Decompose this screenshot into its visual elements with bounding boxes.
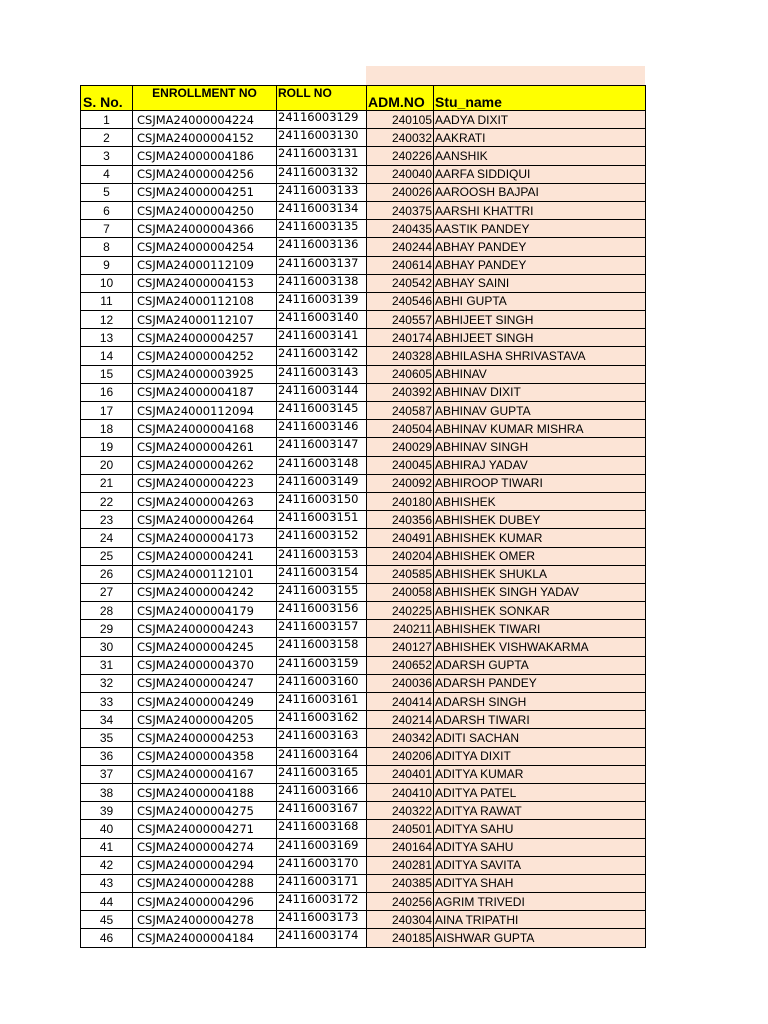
cell-sno[interactable]: 42	[81, 856, 133, 874]
cell-sno[interactable]: 45	[81, 911, 133, 929]
cell-sno[interactable]: 32	[81, 674, 133, 692]
cell-roll[interactable]: 24116003160	[277, 674, 367, 692]
cell-sno[interactable]: 30	[81, 638, 133, 656]
cell-roll[interactable]: 24116003166	[277, 783, 367, 801]
cell-roll[interactable]: 24116003162	[277, 711, 367, 729]
cell-sno[interactable]: 21	[81, 474, 133, 492]
cell-roll[interactable]: 24116003171	[277, 874, 367, 892]
cell-sno[interactable]: 31	[81, 656, 133, 674]
cell-adm[interactable]: 240058	[367, 583, 434, 601]
cell-enrollment[interactable]: CSJMA24000004296	[133, 893, 277, 911]
cell-roll[interactable]: 24116003141	[277, 329, 367, 347]
cell-adm[interactable]: 240204	[367, 547, 434, 565]
cell-enrollment[interactable]: CSJMA24000004288	[133, 874, 277, 892]
cell-adm[interactable]: 240164	[367, 838, 434, 856]
cell-enrollment[interactable]: CSJMA24000004168	[133, 420, 277, 438]
cell-sno[interactable]: 34	[81, 711, 133, 729]
cell-adm[interactable]: 240585	[367, 565, 434, 583]
cell-adm[interactable]: 240501	[367, 820, 434, 838]
cell-adm[interactable]: 240385	[367, 874, 434, 892]
table-row	[81, 347, 646, 365]
cell-adm[interactable]: 240504	[367, 420, 434, 438]
cell-enrollment[interactable]: CSJMA24000004167	[133, 765, 277, 783]
cell-roll[interactable]: 24116003135	[277, 220, 367, 238]
table-row	[81, 638, 646, 656]
table-row	[81, 383, 646, 401]
cell-adm[interactable]: 240045	[367, 456, 434, 474]
cell-enrollment[interactable]: CSJMA24000004223	[133, 474, 277, 492]
cell-adm[interactable]: 240304	[367, 911, 434, 929]
cell-enrollment[interactable]: CSJMA24000004251	[133, 183, 277, 201]
cell-sno[interactable]: 12	[81, 311, 133, 329]
cell-roll[interactable]: 24116003156	[277, 602, 367, 620]
cell-adm[interactable]: 240180	[367, 492, 434, 510]
cell-adm[interactable]: 240392	[367, 383, 434, 401]
table-row	[81, 838, 646, 856]
cell-sno[interactable]: 14	[81, 347, 133, 365]
student-table	[80, 85, 646, 948]
table-row	[81, 129, 646, 147]
table-row	[81, 547, 646, 565]
table-row	[81, 165, 646, 183]
cell-adm[interactable]: 240092	[367, 474, 434, 492]
cell-name[interactable]: ABHIROOP TIWARI	[434, 474, 646, 492]
cell-adm[interactable]: 240040	[367, 165, 434, 183]
cell-roll[interactable]: 24116003137	[277, 256, 367, 274]
table-row	[81, 529, 646, 547]
cell-enrollment[interactable]: CSJMA24000004358	[133, 747, 277, 765]
cell-name[interactable]: ABHISHEK KUMAR	[434, 529, 646, 547]
table-row	[81, 620, 646, 638]
cell-enrollment[interactable]: CSJMA24000004153	[133, 274, 277, 292]
cell-name[interactable]: ADITYA RAWAT	[434, 802, 646, 820]
cell-enrollment[interactable]: CSJMA24000004257	[133, 329, 277, 347]
cell-adm[interactable]: 240435	[367, 220, 434, 238]
cell-name[interactable]: ADITYA SHAH	[434, 874, 646, 892]
cell-adm[interactable]: 240414	[367, 693, 434, 711]
cell-enrollment[interactable]: CSJMA24000112101	[133, 565, 277, 583]
header-enrollment[interactable]: ENROLLMENT NO	[133, 86, 277, 111]
cell-enrollment[interactable]: CSJMA24000004250	[133, 201, 277, 219]
cell-enrollment[interactable]: CSJMA24000004252	[133, 347, 277, 365]
table-row	[81, 893, 646, 911]
cell-adm[interactable]: 240587	[367, 402, 434, 420]
cell-roll[interactable]: 24116003134	[277, 201, 367, 219]
cell-roll[interactable]: 24116003152	[277, 529, 367, 547]
cell-enrollment[interactable]: CSJMA24000112109	[133, 256, 277, 274]
cell-roll[interactable]: 24116003145	[277, 402, 367, 420]
table-row	[81, 911, 646, 929]
cell-roll[interactable]: 24116003167	[277, 802, 367, 820]
cell-enrollment[interactable]: CSJMA24000004205	[133, 711, 277, 729]
cell-name[interactable]: AINA TRIPATHI	[434, 911, 646, 929]
cell-roll[interactable]: 24116003148	[277, 456, 367, 474]
cell-name[interactable]: ABHISHEK VISHWAKARMA	[434, 638, 646, 656]
cell-roll[interactable]: 24116003139	[277, 292, 367, 310]
cell-sno[interactable]: 7	[81, 220, 133, 238]
cell-adm[interactable]: 240127	[367, 638, 434, 656]
table-row	[81, 147, 646, 165]
cell-enrollment[interactable]: CSJMA24000004241	[133, 547, 277, 565]
cell-roll[interactable]: 24116003165	[277, 765, 367, 783]
cell-sno[interactable]: 3	[81, 147, 133, 165]
table-row	[81, 602, 646, 620]
cell-name[interactable]: ABHISHEK	[434, 492, 646, 510]
cell-roll[interactable]: 24116003157	[277, 620, 367, 638]
cell-sno[interactable]: 10	[81, 274, 133, 292]
cell-enrollment[interactable]: CSJMA24000004370	[133, 656, 277, 674]
cell-name[interactable]: ADITYA PATEL	[434, 783, 646, 801]
cell-enrollment[interactable]: CSJMA24000004179	[133, 602, 277, 620]
cell-enrollment[interactable]: CSJMA24000004261	[133, 438, 277, 456]
table-row	[81, 674, 646, 692]
cell-sno[interactable]: 8	[81, 238, 133, 256]
table-row	[81, 492, 646, 510]
header-roll[interactable]: ROLL NO	[277, 86, 367, 111]
cell-name[interactable]: ADARSH GUPTA	[434, 656, 646, 674]
cell-roll[interactable]: 24116003138	[277, 274, 367, 292]
cell-enrollment[interactable]: CSJMA24000004366	[133, 220, 277, 238]
cell-name[interactable]: ABHIRAJ YADAV	[434, 456, 646, 474]
cell-name[interactable]: AGRIM TRIVEDI	[434, 893, 646, 911]
cell-adm[interactable]: 240244	[367, 238, 434, 256]
cell-roll[interactable]: 24116003174	[277, 929, 367, 947]
cell-adm[interactable]: 240328	[367, 347, 434, 365]
cell-adm[interactable]: 240401	[367, 765, 434, 783]
cell-name[interactable]: ABHILASHA SHRIVASTAVA	[434, 347, 646, 365]
cell-sno[interactable]: 17	[81, 402, 133, 420]
header-sno[interactable]: S. No.	[81, 86, 133, 111]
cell-enrollment[interactable]: CSJMA24000004274	[133, 838, 277, 856]
cell-sno[interactable]: 9	[81, 256, 133, 274]
cell-sno[interactable]: 13	[81, 329, 133, 347]
cell-adm[interactable]: 240026	[367, 183, 434, 201]
cell-name[interactable]: ABHINAV	[434, 365, 646, 383]
cell-roll[interactable]: 24116003172	[277, 893, 367, 911]
cell-adm[interactable]: 240185	[367, 929, 434, 947]
table-row	[81, 565, 646, 583]
cell-name[interactable]: ADITYA SAVITA	[434, 856, 646, 874]
table-row	[81, 329, 646, 347]
cell-name[interactable]: ABHISHEK OMER	[434, 547, 646, 565]
cell-enrollment[interactable]: CSJMA24000004254	[133, 238, 277, 256]
cell-enrollment[interactable]: CSJMA24000004243	[133, 620, 277, 638]
cell-name[interactable]: AADYA DIXIT	[434, 111, 646, 129]
cell-name[interactable]: ADARSH SINGH	[434, 693, 646, 711]
cell-sno[interactable]: 36	[81, 747, 133, 765]
cell-name[interactable]: ABHIJEET SINGH	[434, 329, 646, 347]
cell-roll[interactable]: 24116003163	[277, 729, 367, 747]
cell-enrollment[interactable]: CSJMA24000112107	[133, 311, 277, 329]
cell-roll[interactable]: 24116003150	[277, 492, 367, 510]
cell-enrollment[interactable]: CSJMA24000004247	[133, 674, 277, 692]
cell-adm[interactable]: 240322	[367, 802, 434, 820]
cell-adm[interactable]: 240342	[367, 729, 434, 747]
cell-roll[interactable]: 24116003161	[277, 693, 367, 711]
cell-roll[interactable]: 24116003153	[277, 547, 367, 565]
cell-name[interactable]: ADITYA SAHU	[434, 820, 646, 838]
table-row	[81, 456, 646, 474]
cell-roll[interactable]: 24116003155	[277, 583, 367, 601]
cell-sno[interactable]: 16	[81, 383, 133, 401]
cell-adm[interactable]: 240546	[367, 292, 434, 310]
table-row	[81, 747, 646, 765]
table-row	[81, 583, 646, 601]
cell-sno[interactable]: 40	[81, 820, 133, 838]
cell-enrollment[interactable]: CSJMA24000004242	[133, 583, 277, 601]
table-row	[81, 256, 646, 274]
cell-roll[interactable]: 24116003151	[277, 511, 367, 529]
cell-adm[interactable]: 240174	[367, 329, 434, 347]
cell-roll[interactable]: 24116003158	[277, 638, 367, 656]
cell-enrollment[interactable]: CSJMA24000112094	[133, 402, 277, 420]
cell-enrollment[interactable]: CSJMA24000004173	[133, 529, 277, 547]
table-row	[81, 420, 646, 438]
cell-name[interactable]: ABHAY SAINI	[434, 274, 646, 292]
cell-sno[interactable]: 15	[81, 365, 133, 383]
cell-name[interactable]: ADITI SACHAN	[434, 729, 646, 747]
cell-sno[interactable]: 46	[81, 929, 133, 947]
cell-adm[interactable]: 240226	[367, 147, 434, 165]
cell-name[interactable]: ADITYA KUMAR	[434, 765, 646, 783]
cell-roll[interactable]: 24116003132	[277, 165, 367, 183]
cell-sno[interactable]: 29	[81, 620, 133, 638]
cell-name[interactable]: AANSHIK	[434, 147, 646, 165]
table-row	[81, 220, 646, 238]
table-row	[81, 365, 646, 383]
cell-roll[interactable]: 24116003169	[277, 838, 367, 856]
cell-adm[interactable]: 240036	[367, 674, 434, 692]
cell-name[interactable]: ABHISHEK SINGH YADAV	[434, 583, 646, 601]
cell-name[interactable]: ABHINAV GUPTA	[434, 402, 646, 420]
cell-sno[interactable]: 2	[81, 129, 133, 147]
cell-roll[interactable]: 24116003146	[277, 420, 367, 438]
cell-roll[interactable]: 24116003142	[277, 347, 367, 365]
cell-name[interactable]: ADITYA DIXIT	[434, 747, 646, 765]
cell-name[interactable]: ABHISHEK DUBEY	[434, 511, 646, 529]
cell-sno[interactable]: 39	[81, 802, 133, 820]
cell-enrollment[interactable]: CSJMA24000004253	[133, 729, 277, 747]
table-row	[81, 311, 646, 329]
cell-roll[interactable]: 24116003154	[277, 565, 367, 583]
cell-sno[interactable]: 43	[81, 874, 133, 892]
table-row	[81, 783, 646, 801]
cell-sno[interactable]: 33	[81, 693, 133, 711]
table-row	[81, 438, 646, 456]
cell-name[interactable]: ABHINAV DIXIT	[434, 383, 646, 401]
cell-adm[interactable]: 240557	[367, 311, 434, 329]
cell-enrollment[interactable]: CSJMA24000004262	[133, 456, 277, 474]
cell-enrollment[interactable]: CSJMA24000112108	[133, 292, 277, 310]
cell-name[interactable]: AISHWAR GUPTA	[434, 929, 646, 947]
cell-roll[interactable]: 24116003144	[277, 383, 367, 401]
cell-name[interactable]: ADARSH TIWARI	[434, 711, 646, 729]
cell-sno[interactable]: 6	[81, 201, 133, 219]
table-row	[81, 729, 646, 747]
cell-adm[interactable]: 240491	[367, 529, 434, 547]
cell-sno[interactable]: 19	[81, 438, 133, 456]
table-row	[81, 693, 646, 711]
table-row	[81, 856, 646, 874]
cell-roll[interactable]: 24116003130	[277, 129, 367, 147]
cell-adm[interactable]: 240614	[367, 256, 434, 274]
table-row	[81, 929, 646, 947]
cell-enrollment[interactable]: CSJMA24000004224	[133, 111, 277, 129]
cell-enrollment[interactable]: CSJMA24000004184	[133, 929, 277, 947]
cell-roll[interactable]: 24116003164	[277, 747, 367, 765]
cell-roll[interactable]: 24116003170	[277, 856, 367, 874]
cell-sno[interactable]: 11	[81, 292, 133, 310]
cell-name[interactable]: AAROOSH BAJPAI	[434, 183, 646, 201]
cell-name[interactable]: ABHISHEK SHUKLA	[434, 565, 646, 583]
cell-sno[interactable]: 38	[81, 783, 133, 801]
header-row	[81, 86, 646, 111]
cell-enrollment[interactable]: CSJMA24000004249	[133, 693, 277, 711]
cell-adm[interactable]: 240214	[367, 711, 434, 729]
cell-adm[interactable]: 240542	[367, 274, 434, 292]
cell-name[interactable]: AAKRATI	[434, 129, 646, 147]
cell-sno[interactable]: 35	[81, 729, 133, 747]
cell-sno[interactable]: 37	[81, 765, 133, 783]
cell-roll[interactable]: 24116003159	[277, 656, 367, 674]
cell-enrollment[interactable]: CSJMA24000004275	[133, 802, 277, 820]
table-row	[81, 765, 646, 783]
cell-roll[interactable]: 24116003173	[277, 911, 367, 929]
cell-name[interactable]: ABHAY PANDEY	[434, 238, 646, 256]
cell-enrollment[interactable]: CSJMA24000004294	[133, 856, 277, 874]
cell-enrollment[interactable]: CSJMA24000004152	[133, 129, 277, 147]
cell-name[interactable]: ADITYA SAHU	[434, 838, 646, 856]
table-row	[81, 874, 646, 892]
table-row	[81, 802, 646, 820]
cell-sno[interactable]: 22	[81, 492, 133, 510]
cell-roll[interactable]: 24116003143	[277, 365, 367, 383]
cell-adm[interactable]: 240029	[367, 438, 434, 456]
highlight-band	[366, 66, 645, 85]
cell-name[interactable]: ABHISHEK TIWARI	[434, 620, 646, 638]
cell-adm[interactable]: 240652	[367, 656, 434, 674]
cell-name[interactable]: AARFA SIDDIQUI	[434, 165, 646, 183]
cell-sno[interactable]: 27	[81, 583, 133, 601]
cell-enrollment[interactable]: CSJMA24000004245	[133, 638, 277, 656]
cell-roll[interactable]: 24116003147	[277, 438, 367, 456]
cell-sno[interactable]: 1	[81, 111, 133, 129]
cell-name[interactable]: ABHISHEK SONKAR	[434, 602, 646, 620]
cell-adm[interactable]: 240356	[367, 511, 434, 529]
cell-roll[interactable]: 24116003131	[277, 147, 367, 165]
cell-adm[interactable]: 240256	[367, 893, 434, 911]
cell-sno[interactable]: 18	[81, 420, 133, 438]
cell-roll[interactable]: 24116003136	[277, 238, 367, 256]
table-row	[81, 111, 646, 129]
header-name[interactable]: Stu_name	[434, 86, 646, 111]
table-row	[81, 201, 646, 219]
cell-enrollment[interactable]: CSJMA24000004271	[133, 820, 277, 838]
cell-roll[interactable]: 24116003129	[277, 111, 367, 129]
cell-roll[interactable]: 24116003168	[277, 820, 367, 838]
cell-sno[interactable]: 23	[81, 511, 133, 529]
table-row	[81, 656, 646, 674]
cell-sno[interactable]: 20	[81, 456, 133, 474]
cell-roll[interactable]: 24116003140	[277, 311, 367, 329]
cell-adm[interactable]: 240605	[367, 365, 434, 383]
cell-enrollment[interactable]: CSJMA24000004187	[133, 383, 277, 401]
cell-sno[interactable]: 4	[81, 165, 133, 183]
table-row	[81, 292, 646, 310]
cell-enrollment[interactable]: CSJMA24000003925	[133, 365, 277, 383]
header-adm[interactable]: ADM.NO	[367, 86, 434, 111]
table-row	[81, 274, 646, 292]
cell-adm[interactable]: 240410	[367, 783, 434, 801]
cell-sno[interactable]: 25	[81, 547, 133, 565]
cell-sno[interactable]: 44	[81, 893, 133, 911]
cell-name[interactable]: ABHAY PANDEY	[434, 256, 646, 274]
cell-adm[interactable]: 240281	[367, 856, 434, 874]
cell-enrollment[interactable]: CSJMA24000004263	[133, 492, 277, 510]
cell-enrollment[interactable]: CSJMA24000004188	[133, 783, 277, 801]
table-row	[81, 474, 646, 492]
cell-name[interactable]: ADARSH PANDEY	[434, 674, 646, 692]
cell-sno[interactable]: 41	[81, 838, 133, 856]
cell-adm[interactable]: 240225	[367, 602, 434, 620]
cell-roll[interactable]: 24116003149	[277, 474, 367, 492]
cell-sno[interactable]: 28	[81, 602, 133, 620]
cell-name[interactable]: ABHI GUPTA	[434, 292, 646, 310]
cell-name[interactable]: ABHINAV SINGH	[434, 438, 646, 456]
cell-enrollment[interactable]: CSJMA24000004256	[133, 165, 277, 183]
cell-adm[interactable]: 240105	[367, 111, 434, 129]
cell-adm[interactable]: 240032	[367, 129, 434, 147]
cell-adm[interactable]: 240375	[367, 201, 434, 219]
cell-adm[interactable]: 240206	[367, 747, 434, 765]
cell-sno[interactable]: 24	[81, 529, 133, 547]
table-row	[81, 183, 646, 201]
cell-enrollment[interactable]: CSJMA24000004278	[133, 911, 277, 929]
cell-name[interactable]: AASTIK PANDEY	[434, 220, 646, 238]
table-row	[81, 820, 646, 838]
cell-enrollment[interactable]: CSJMA24000004264	[133, 511, 277, 529]
cell-enrollment[interactable]: CSJMA24000004186	[133, 147, 277, 165]
table-row	[81, 238, 646, 256]
cell-adm[interactable]: 240211	[367, 620, 434, 638]
table-row	[81, 511, 646, 529]
cell-sno[interactable]: 26	[81, 565, 133, 583]
cell-name[interactable]: ABHIJEET SINGH	[434, 311, 646, 329]
table-row	[81, 402, 646, 420]
cell-sno[interactable]: 5	[81, 183, 133, 201]
cell-roll[interactable]: 24116003133	[277, 183, 367, 201]
table-row	[81, 711, 646, 729]
cell-name[interactable]: AARSHI KHATTRI	[434, 201, 646, 219]
cell-name[interactable]: ABHINAV KUMAR MISHRA	[434, 420, 646, 438]
